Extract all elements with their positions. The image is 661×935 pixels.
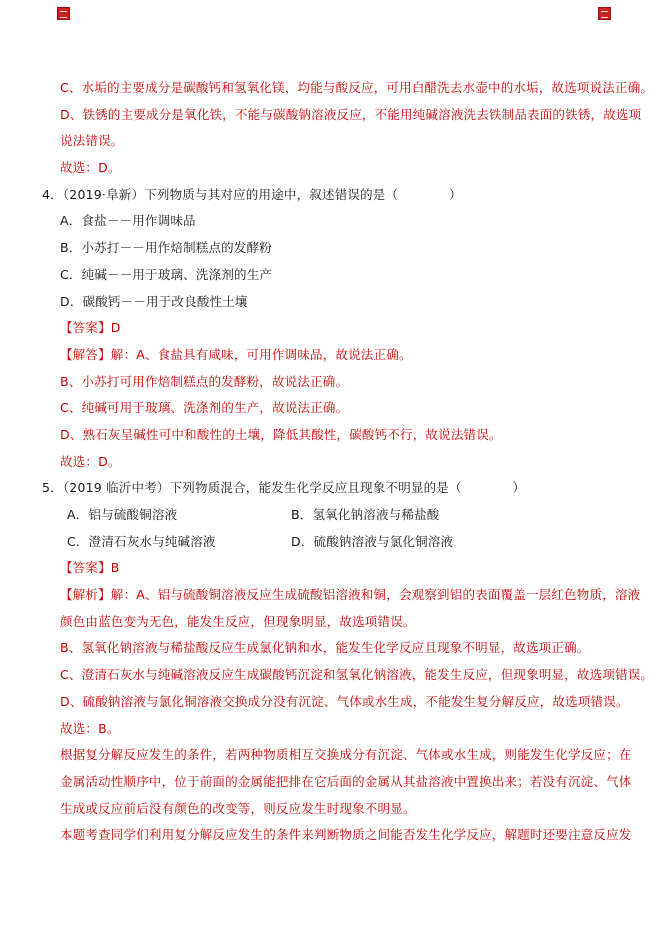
explanation-line: 【解答】解：A、食盐具有咸味，可用作调味品，故说法正确。 (60, 346, 412, 362)
explanation-line: 说法错误。 (60, 133, 124, 149)
explanation-line: C、纯碱可用于玻璃、洗涤剂的生产，故说法正确。 (60, 400, 349, 416)
conclusion-line: 故选：B。 (60, 720, 120, 736)
option-item: C．纯碱－－用于玻璃、洗涤剂的生产 (60, 266, 273, 282)
answer-label: 【答案】D (60, 320, 121, 336)
option-item: D．碳酸钙－－用于改良酸性土壤 (60, 293, 248, 309)
conclusion-line: 故选：D。 (60, 453, 121, 469)
explanation-line: 【解析】解：A、铝与硫酸铜溶液反应生成硫酸铝溶液和铜，会观察到铝的表面覆盖一层红色物质，溶液 (60, 587, 641, 603)
option-item: B．氢氧化钠溶液与稀盐酸 (291, 507, 440, 522)
explanation-line: C、澄清石灰水与纯碱溶液反应生成碳酸钙沉淀和氢氧化钠溶液，能发生反应，但现象明显，故选项错误。 (60, 667, 654, 683)
red-mark-icon (598, 7, 611, 20)
option-item: B．小苏打－－用作焙制糕点的发酵粉 (60, 240, 272, 256)
explanation-line: B、氢氧化钠溶液与稀盐酸反应生成氯化钠和水，能发生化学反应且现象不明显，故选项正确。 (60, 640, 590, 656)
option-item: C．澄清石灰水与纯碱溶液 (67, 533, 216, 549)
explanation-line: 颜色由蓝色变为无色，能发生反应，但现象明显，故选项错误。 (60, 613, 416, 629)
answer-label: 【答案】B (60, 560, 120, 576)
explanation-line: D、铁锈的主要成分是氧化铁，不能与碳酸钠溶液反应，不能用纯碱溶液洗去铁制品表面的铁锈，故选项 (60, 106, 642, 122)
option-row (67, 502, 661, 529)
comment-line: 金属活动性顺序中，位于前面的金属能把排在它后面的金属从其盐溶液中置换出来；若没有沉淀、气体 (60, 773, 632, 789)
comment-line: 本题考查同学们利用复分解反应发生的条件来判断物质之间能否发生化学反应，解题时还要注意反应发 (60, 827, 632, 843)
question-stem: 5．（2019 临沂中考）下列物质混合，能发生化学反应且现象不明显的是（ ） (42, 480, 526, 496)
worksheet-content (0, 75, 661, 849)
option-item: A．食盐－－用作调味品 (60, 213, 196, 229)
explanation-line: D、熟石灰呈碱性可中和酸性的土壤，降低其酸性，碳酸钙不行，故说法错误。 (60, 426, 502, 442)
explanation-line: B、小苏打可用作焙制糕点的发酵粉，故说法正确。 (60, 373, 349, 389)
conclusion-line: 故选：D。 (60, 160, 121, 176)
option-item: A．铝与硫酸铜溶液 (67, 507, 178, 522)
option-item: D．硫酸钠溶液与氯化铜溶液 (291, 533, 454, 549)
comment-line: 生成或反应前后没有颜色的改变等，则反应发生时现象不明显。 (60, 800, 416, 816)
explanation-line: D、硫酸钠溶液与氯化铜溶液交换成分没有沉淀、气体或水生成，不能发生复分解反应，故选项错误。 (60, 693, 629, 709)
comment-line: 根据复分解反应发生的条件，若两种物质相互交换成分有沉淀、气体或水生成，则能发生化学反应；在 (60, 747, 632, 763)
question-stem: 4．（2019·阜新）下列物质与其对应的用途中，叙述错误的是（ ） (42, 186, 462, 202)
option-row (67, 529, 661, 556)
explanation-line: C、水垢的主要成分是碳酸钙和氢氧化镁，均能与酸反应，可用白醋洗去水壶中的水垢，故选项说法正确。 (60, 80, 654, 95)
red-mark-icon (57, 7, 70, 20)
